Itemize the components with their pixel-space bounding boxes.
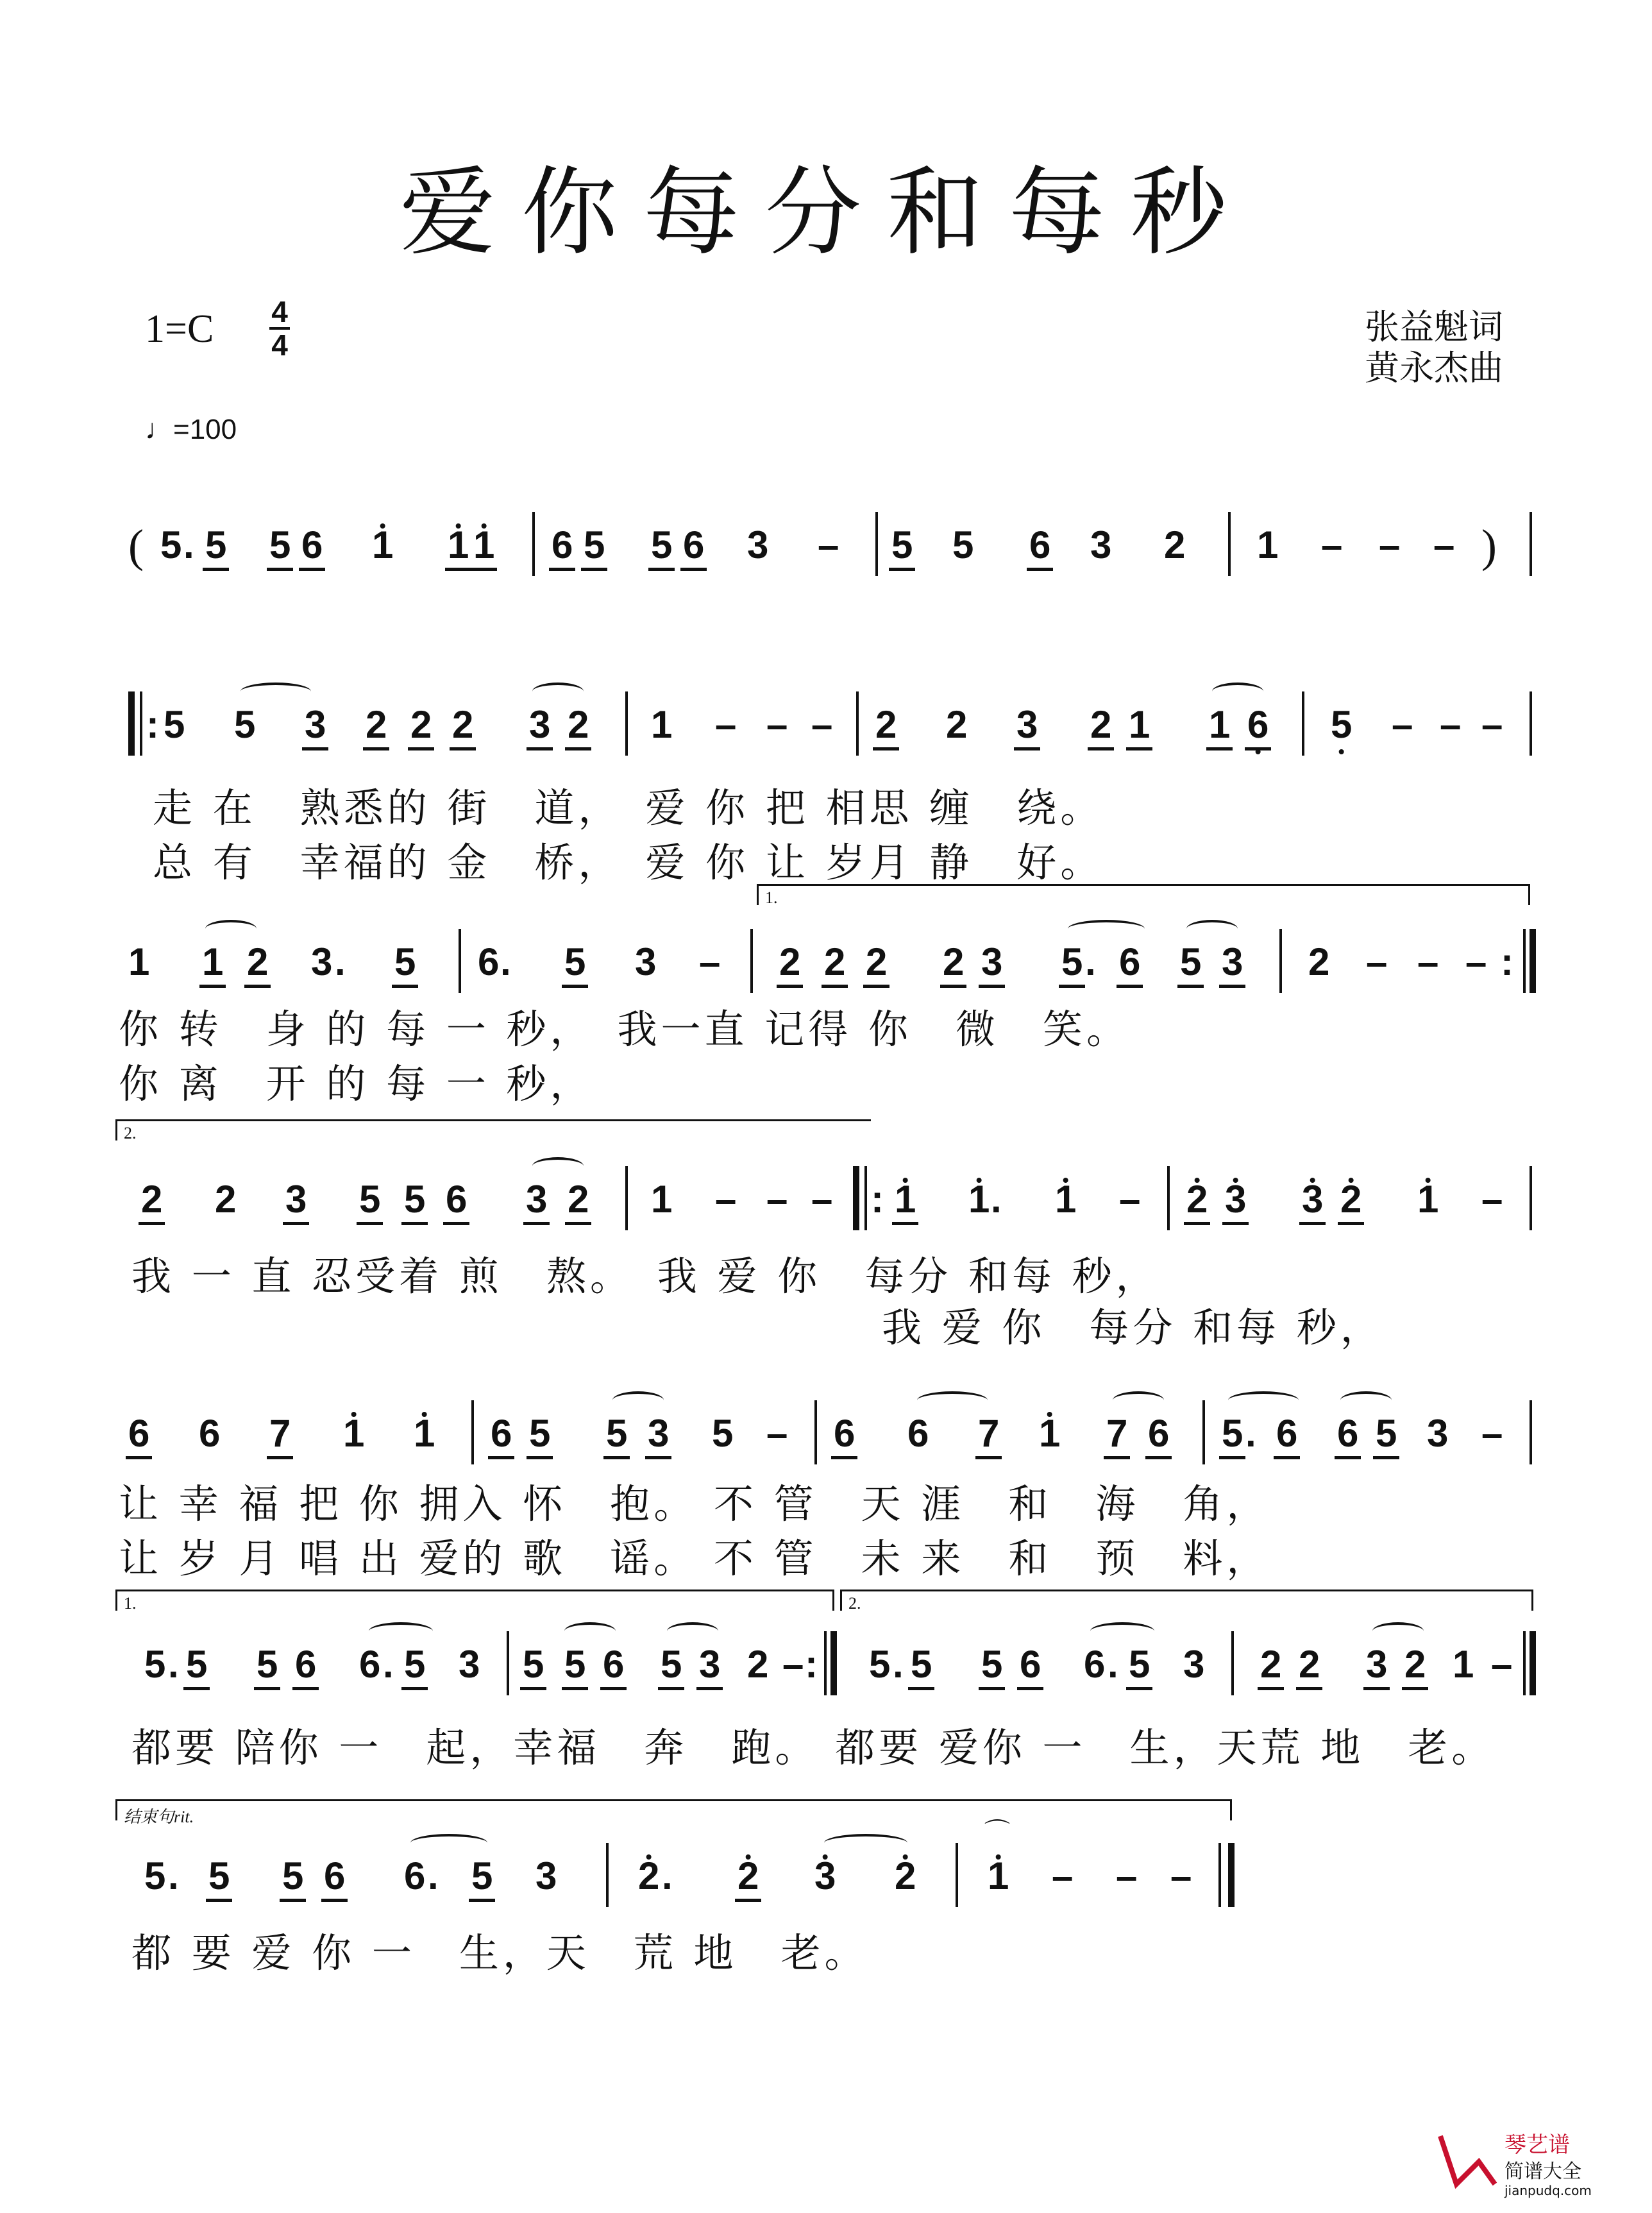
- note: 6: [683, 523, 705, 566]
- note: 5: [1222, 1412, 1243, 1455]
- note: 3: [747, 523, 769, 566]
- svg-text:jianpudq.com: jianpudq.com: [1504, 2183, 1592, 2198]
- note: 1: [1129, 703, 1150, 746]
- note: 2: [1090, 703, 1112, 746]
- note: 6: [1119, 940, 1141, 983]
- note: 3: [526, 1178, 548, 1221]
- note: 2: [779, 940, 801, 983]
- note: 6: [1020, 1643, 1041, 1686]
- note: 5: [160, 523, 182, 566]
- note: 5: [404, 1178, 426, 1221]
- note: • 3: [1302, 1180, 1323, 1219]
- note: 5: [712, 1412, 734, 1455]
- note: • 2: [1186, 1180, 1208, 1219]
- note: • 2: [895, 1857, 916, 1895]
- note: 5: [891, 523, 913, 566]
- note: 6: [446, 1178, 468, 1221]
- note: 1: [1453, 1643, 1474, 1686]
- dash: –: [811, 1178, 833, 1221]
- note: 1: [1209, 703, 1231, 746]
- note: 3: [1366, 1643, 1388, 1686]
- note: 2: [747, 1643, 769, 1686]
- note: • 2: [1340, 1180, 1361, 1219]
- lyrics-line-4b: 我 爱 你 每分 和每 秒，: [882, 1304, 1384, 1351]
- credits: [1365, 307, 1503, 389]
- time-signature-top: 4: [271, 295, 288, 328]
- note: 6: [404, 1854, 426, 1897]
- note: 3: [1016, 703, 1038, 746]
- dash: –: [1170, 1854, 1192, 1897]
- note: 1: [202, 940, 224, 983]
- note: 6: [1029, 523, 1051, 566]
- note: 1: [651, 1178, 673, 1221]
- note: 2: [568, 1178, 589, 1221]
- note: 5: [584, 523, 605, 566]
- note: 2: [1260, 1643, 1282, 1686]
- note: 5: [564, 940, 586, 983]
- note: 2: [943, 940, 965, 983]
- barline: [532, 512, 535, 576]
- note: • 2: [738, 1857, 759, 1895]
- note: 6: [603, 1643, 625, 1686]
- note: 5: [1180, 940, 1202, 983]
- note: 5: [981, 1643, 1003, 1686]
- note: 5: [282, 1854, 304, 1897]
- note: 5: [661, 1643, 682, 1686]
- volta-1: 1.: [757, 884, 1530, 905]
- note: 3: [648, 1412, 670, 1455]
- note: 5: [606, 1412, 628, 1455]
- time-signature-bottom: 4: [271, 328, 288, 362]
- note: 3: [529, 703, 551, 746]
- note: 2: [215, 1178, 237, 1221]
- note: • 1: [1055, 1180, 1076, 1219]
- note: 5: [523, 1643, 544, 1686]
- note: 2: [875, 703, 897, 746]
- dash: –: [766, 703, 788, 746]
- dash: –: [1392, 703, 1413, 746]
- note: 5: [269, 523, 291, 566]
- note: 3: [1090, 523, 1112, 566]
- logo-icon: [1434, 2123, 1626, 2200]
- note: • 1: [968, 1180, 990, 1219]
- note: • 1: [448, 526, 469, 564]
- key-signature: 1=C: [145, 307, 214, 351]
- note: 6: [834, 1412, 856, 1455]
- note: 5: [208, 1854, 230, 1897]
- note: 2: [568, 703, 589, 746]
- staff-line-5: 6 6 7 • 1 • 1 6 5 5 3 5 – 6 6 7 • 1 7 6 5 . 6 6 5 3 –: [0, 1414, 1652, 1498]
- dash: –: [1321, 523, 1343, 566]
- note: 3: [699, 1643, 721, 1686]
- note: 6: [199, 1412, 221, 1455]
- note: 5: [186, 1643, 208, 1686]
- note: 2: [452, 703, 474, 746]
- note: • 2: [638, 1857, 659, 1895]
- dash: –: [782, 1643, 804, 1686]
- dash: –: [1052, 1854, 1074, 1897]
- note: 7: [1106, 1412, 1128, 1455]
- lyrics-line-7: 都 要 爱 你 一 生，天 荒 地 老。: [131, 1929, 868, 1976]
- dash: –: [1440, 703, 1462, 746]
- repeat-start-barline: [128, 691, 135, 756]
- note: 2: [946, 703, 968, 746]
- note: 6: [128, 1412, 150, 1455]
- time-signature: [269, 296, 290, 360]
- note: • 5: [1331, 706, 1352, 744]
- repeat-end-barline: [1530, 929, 1536, 993]
- note: 6: [552, 523, 573, 566]
- staff-line-3: 1 1 2 3 . 5 6 . 5 3 – 2 2 2 2 3 5 . 6 5 3 2 – – – :: [0, 943, 1652, 1026]
- note: 6: [491, 1412, 512, 1455]
- note: 5: [1376, 1412, 1397, 1455]
- staff-line-2: : 5 5 3 2 2 2 3 2 1 – – – 2 2 3 2 1 1 • 6 • 5 – – –: [0, 706, 1652, 789]
- note: 5: [471, 1854, 493, 1897]
- note: 2: [410, 703, 432, 746]
- svg-text:琴艺谱: 琴艺谱: [1504, 2132, 1570, 2158]
- watermark-logo: [1434, 2123, 1626, 2200]
- note: 5: [234, 703, 256, 746]
- volta-2: 2.: [115, 1119, 871, 1140]
- note: 2: [1299, 1643, 1320, 1686]
- lyrics-line-5b: 让 岁 月 唱 出 爱的 歌 谣。 不 管 未 来 和 预 料，: [119, 1535, 1270, 1582]
- note: • 6: [1247, 706, 1268, 744]
- composer-credit: 黄永杰曲: [1365, 348, 1503, 388]
- note: 5: [404, 1643, 426, 1686]
- dash: –: [1433, 523, 1455, 566]
- dash: –: [1417, 940, 1439, 983]
- lyrics-line-2a: 走 在 熟悉的 街 道， 爱 你 把 相思 缠 绕。: [153, 784, 1104, 831]
- song-title: 爱你每分和每秒: [399, 157, 1252, 269]
- note: 6: [324, 1854, 346, 1897]
- note: 2: [1164, 523, 1186, 566]
- dash: –: [699, 940, 721, 983]
- lyrics-line-3a: 你 转 身 的 每 一 秒， 我一直 记得 你 微 笑。: [119, 1006, 1130, 1053]
- ending-bracket: 结束句rit.: [115, 1799, 1232, 1820]
- note: 2: [247, 940, 269, 983]
- note: 6: [1337, 1412, 1359, 1455]
- lyrics-line-5a: 让 幸 福 把 你 拥入 怀 抱。 不 管 天 涯 和 海 角，: [119, 1480, 1270, 1527]
- note: 5: [144, 1643, 166, 1686]
- note: 3: [285, 1178, 307, 1221]
- staff-line-4: 2 2 3 5 5 6 3 2 1 – – – : • 1 • 1 . • 1 – • 2 • 3 • 3 • 2 • 1 –: [0, 1180, 1652, 1264]
- note: • 1: [372, 526, 393, 564]
- note: 2: [141, 1178, 163, 1221]
- note: 3: [981, 940, 1003, 983]
- open-paren: (: [128, 520, 144, 572]
- note: 7: [269, 1412, 291, 1455]
- dash: –: [1366, 940, 1388, 983]
- note: 6: [1276, 1412, 1298, 1455]
- staff-line-1: ( 5 . 5 5 6 • 1 • 1 • 1 6 5 5 6 3 – 5 5 6 3 2 1 – – – ): [0, 526, 1652, 609]
- note: 5: [1129, 1643, 1150, 1686]
- note: • 3: [1225, 1180, 1246, 1219]
- note: 6: [1148, 1412, 1170, 1455]
- note: 3: [1427, 1412, 1449, 1455]
- note: 3: [305, 703, 326, 746]
- note: 6: [301, 523, 323, 566]
- note: 5: [144, 1854, 166, 1897]
- note: 7: [978, 1412, 1000, 1455]
- dash: –: [715, 1178, 737, 1221]
- dash: –: [1465, 940, 1487, 983]
- note: 3: [311, 940, 333, 983]
- note: • 1: [1417, 1180, 1438, 1219]
- barline: [1228, 512, 1231, 576]
- lyrics-line-6: 都要 陪你 一 起，幸福 奔 跑。 都要 爱你 一 生，天荒 地 老。: [131, 1724, 1496, 1771]
- note: 5: [869, 1643, 891, 1686]
- note: 6: [907, 1412, 929, 1455]
- svg-text:简谱大全: 简谱大全: [1504, 2160, 1581, 2183]
- note: 1: [1257, 523, 1279, 566]
- note: 5: [394, 940, 416, 983]
- lyrics-line-2b: 总 有 幸福的 金 桥， 爱 你 让 岁月 静 好。: [153, 839, 1104, 886]
- lyrics-line-4a: 我 一 直 忍受着 煎 熬。 我 爱 你 每分 和每 秒，: [131, 1253, 1159, 1300]
- close-paren: ): [1481, 520, 1497, 572]
- dash: –: [818, 523, 839, 566]
- note: 2: [1308, 940, 1330, 983]
- note: 5: [651, 523, 673, 566]
- dash: –: [811, 703, 833, 746]
- dash: –: [1119, 1178, 1141, 1221]
- note: 5: [911, 1643, 932, 1686]
- dash: –: [715, 703, 737, 746]
- note: 5: [205, 523, 227, 566]
- note: 3: [459, 1643, 480, 1686]
- note: 5: [952, 523, 974, 566]
- note: 2: [366, 703, 387, 746]
- note: 5: [529, 1412, 551, 1455]
- volta-2b: 2.: [840, 1590, 1533, 1611]
- note: • 1: [1039, 1414, 1060, 1453]
- note: 3: [535, 1854, 557, 1897]
- staff-line-6: 5 . 5 5 6 6 . 5 3 5 5 6 5 3 2 – : 5 . 5 5 6 6 . 5 3 2 2 3 2 1 –: [0, 1645, 1652, 1729]
- dash: –: [1481, 703, 1503, 746]
- note: • 3: [814, 1857, 836, 1895]
- dash: –: [766, 1178, 788, 1221]
- barline: [875, 512, 878, 576]
- note: 6: [478, 940, 500, 983]
- volta-1b: 1.: [115, 1590, 834, 1611]
- barline: [1530, 512, 1532, 576]
- note: 3: [635, 940, 657, 983]
- note: 3: [1222, 940, 1243, 983]
- note: 5: [164, 703, 185, 746]
- note: 1: [651, 703, 673, 746]
- note: 6: [359, 1643, 381, 1686]
- note: • 1: [414, 1414, 435, 1453]
- dash: –: [1491, 1643, 1513, 1686]
- note: • 1: [988, 1857, 1009, 1895]
- dash: –: [1481, 1412, 1503, 1455]
- note: 5: [1061, 940, 1083, 983]
- lyricist-credit: 张益魁词: [1365, 307, 1503, 347]
- note: 2: [824, 940, 846, 983]
- note: • 1: [473, 526, 494, 564]
- note: 6: [1084, 1643, 1106, 1686]
- note: 2: [866, 940, 888, 983]
- note: 5: [257, 1643, 278, 1686]
- lyrics-line-3b: 你 离 开 的 每 一 秒，: [119, 1060, 594, 1107]
- note: 5: [359, 1178, 381, 1221]
- note: • 1: [895, 1180, 916, 1219]
- dash: –: [1379, 523, 1401, 566]
- fermata: ⌒: [984, 1818, 1010, 1847]
- staff-line-7: 5 . 5 5 6 6 . 5 3 • 2 . • 2 • 3 • 2 • 1 ⌒ – – –: [0, 1857, 1652, 1940]
- note: 6: [295, 1643, 317, 1686]
- note: 5: [564, 1643, 586, 1686]
- note: • 1: [343, 1414, 364, 1453]
- dash: –: [766, 1412, 788, 1455]
- note: 1: [128, 940, 150, 983]
- dash: –: [1481, 1178, 1503, 1221]
- tempo-marking: ♩=100: [145, 414, 237, 445]
- note: 3: [1183, 1643, 1205, 1686]
- note: 2: [1404, 1643, 1426, 1686]
- dash: –: [1116, 1854, 1138, 1897]
